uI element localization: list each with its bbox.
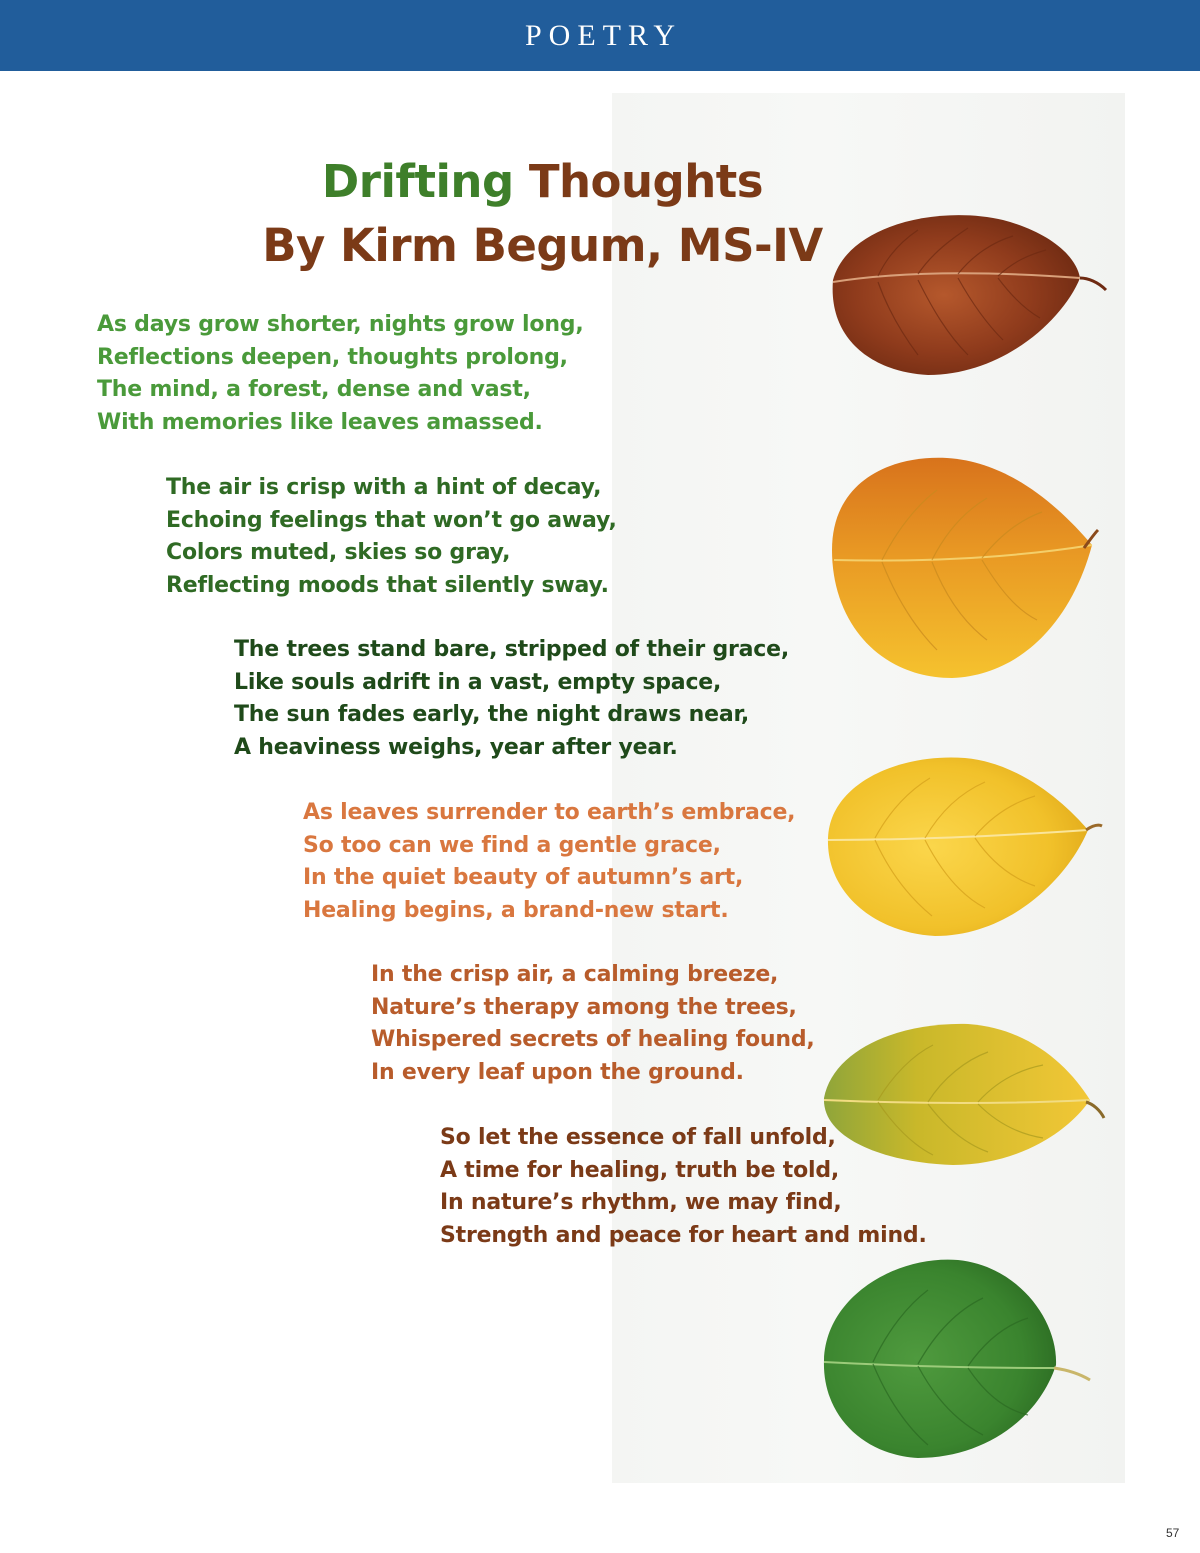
verse-line: Colors muted, skies so gray,: [166, 540, 511, 565]
verse-line: Whispered secrets of healing found,: [371, 1027, 815, 1052]
stanza-6: [440, 1122, 927, 1252]
verse-line: In nature’s rhythm, we may find,: [440, 1190, 842, 1215]
verse-line: In the quiet beauty of autumn’s art,: [303, 865, 744, 890]
verse-line: The trees stand bare, stripped of their grace,: [234, 637, 790, 662]
orange-leaf-image: [822, 450, 1112, 685]
verse-line: The air is crisp with a hint of decay,: [166, 475, 602, 500]
verse-line: So too can we find a gentle grace,: [303, 832, 721, 858]
author-byline: By Kirm Begum, MS-IV: [262, 219, 823, 272]
verse-line: A time for healing, truth be told,: [440, 1157, 840, 1183]
verse-line: The sun fades early, the night draws near,: [234, 702, 750, 727]
verse-line: In every leaf upon the ground.: [371, 1059, 744, 1085]
green-leaf-image: [818, 1250, 1103, 1465]
header-band: [0, 0, 1200, 71]
stanza-2: [166, 472, 617, 602]
verse-line: Echoing feelings that won’t go away,: [166, 507, 617, 533]
verse-line: Healing begins, a brand-new start.: [303, 897, 729, 923]
verse-line: Reflecting moods that silently sway.: [166, 572, 609, 598]
title-word-drifting: Drifting: [321, 155, 514, 208]
verse-line: Like souls adrift in a vast, empty space,: [234, 669, 722, 695]
stanza-5: [371, 959, 815, 1089]
page-number: 57: [1166, 1526, 1180, 1540]
verse-line: The mind, a forest, dense and vast,: [97, 377, 531, 402]
title-word-thoughts: Thoughts: [528, 155, 764, 208]
yellow-leaf-image: [820, 748, 1110, 943]
stanza-1: [97, 309, 583, 439]
verse-line: A heaviness weighs, year after year.: [234, 734, 678, 760]
poem-title-block: [0, 150, 1085, 278]
verse-line: With memories like leaves amassed.: [97, 409, 543, 435]
verse-line: Reflections deepen, thoughts prolong,: [97, 344, 568, 370]
stanza-4: [303, 797, 795, 927]
stanza-3: [234, 634, 789, 764]
section-label: POETRY: [524, 18, 683, 52]
verse-line: As days grow shorter, nights grow long,: [97, 312, 584, 337]
verse-line: Nature’s therapy among the trees,: [371, 994, 797, 1020]
verse-line: Strength and peace for heart and mind.: [440, 1222, 927, 1248]
verse-line: In the crisp air, a calming breeze,: [371, 962, 779, 987]
verse-line: So let the essence of fall unfold,: [440, 1125, 836, 1150]
poem-title: [0, 150, 1085, 214]
verse-line: As leaves surrender to earth’s embrace,: [303, 800, 796, 825]
